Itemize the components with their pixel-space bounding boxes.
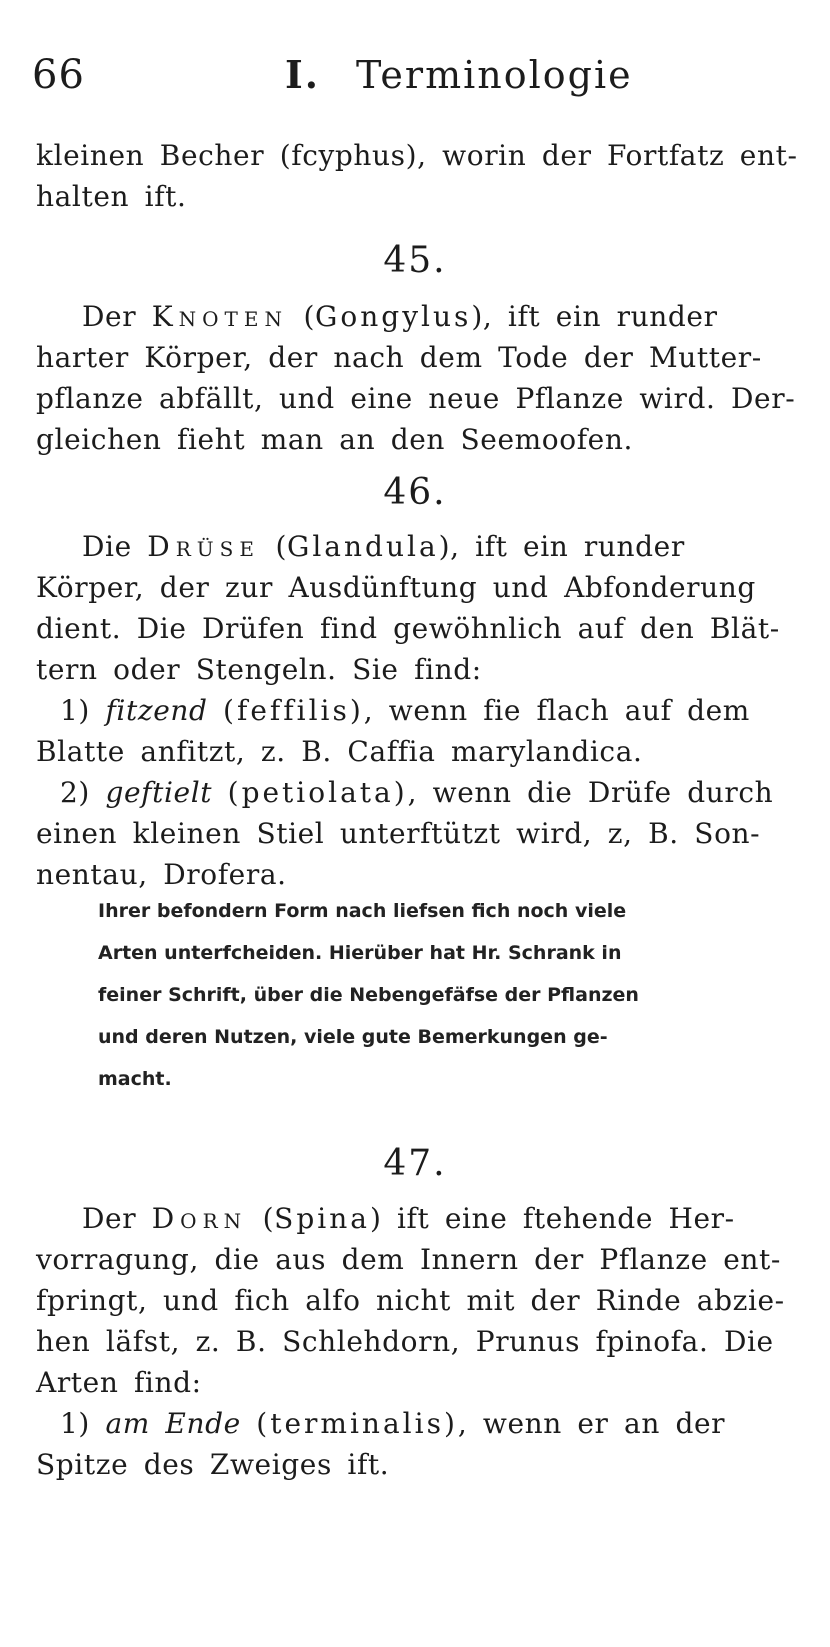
item-number: 1) xyxy=(60,1407,90,1440)
text-line: pflanze abfällt, und eine neue Pflanze wird. Der- xyxy=(36,382,796,415)
term-dorn: Dorn xyxy=(151,1202,248,1235)
text-span: , wenn fie flach auf dem xyxy=(363,694,750,727)
text-line xyxy=(36,1198,806,1239)
text-span: , wenn die Drüfe durch xyxy=(407,776,774,809)
page-number: 66 xyxy=(32,52,85,98)
note-line: und deren Nutzen, viele gute Bemerkungen ge- xyxy=(98,1026,608,1048)
section-number-46: 46. xyxy=(383,472,447,513)
item-number: 2) xyxy=(60,776,90,809)
item-term: fitzend xyxy=(105,694,208,727)
note-line: Ihrer befondern Form nach liefsen fich noch viele xyxy=(98,900,627,922)
text-span: ), ift ein runder xyxy=(438,530,685,563)
text-span: ( xyxy=(287,300,316,333)
text-span: Der xyxy=(82,1202,152,1235)
text-line: Blatte anfitzt, z. B. Caffia marylandica. xyxy=(36,735,643,768)
text-span: ( xyxy=(259,530,287,563)
running-head xyxy=(285,52,633,97)
text-line: Arten find: xyxy=(36,1366,202,1399)
text-line: harter Körper, der nach dem Tode der Mutter- xyxy=(36,341,762,374)
section-46-paragraph xyxy=(36,526,806,895)
text-line: einen kleinen Stiel unterftützt wird, z, B. Son- xyxy=(36,817,761,850)
latin-term: Spina xyxy=(274,1202,370,1235)
text-line: tern oder Stengeln. Sie find: xyxy=(36,653,482,686)
term-druese: Drüse xyxy=(147,530,260,563)
page-header xyxy=(30,52,790,112)
text-line xyxy=(36,296,806,337)
running-title: Terminologie xyxy=(356,53,633,97)
text-span: Die xyxy=(82,530,148,563)
section-roman: I. xyxy=(285,52,321,97)
text-line: Körper, der zur Ausdünftung und Abfonderung xyxy=(36,571,756,604)
note-line: macht. xyxy=(98,1068,172,1090)
latin-term: (petiolata) xyxy=(227,776,408,809)
note-line: Arten unterfcheiden. Hierüber hat Hr. Schrank in xyxy=(98,942,622,964)
section-number-45: 45. xyxy=(383,240,447,281)
list-item-1 xyxy=(36,690,806,731)
latin-term: Gongylus xyxy=(315,300,472,333)
text-line: kleinen Becher (fcyphus), worin der Fortfatz ent- xyxy=(36,139,798,172)
latin-term: (terminalis) xyxy=(256,1407,458,1440)
item-term: geftielt xyxy=(105,776,213,809)
item-number: 1) xyxy=(60,694,90,727)
list-item-1 xyxy=(36,1403,806,1444)
text-line: dient. Die Drüfen find gewöhnlich auf den Blät- xyxy=(36,612,780,645)
item-term: am Ende xyxy=(105,1407,241,1440)
text-span: , wenn er an der xyxy=(457,1407,726,1440)
text-span: ( xyxy=(247,1202,275,1235)
latin-term: (feffilis) xyxy=(223,694,364,727)
text-span: ), ift ein runder xyxy=(471,300,718,333)
text-line: fpringt, und fich alfo nicht mit der Rinde abzie- xyxy=(36,1284,785,1317)
section-number-47: 47. xyxy=(383,1143,447,1184)
text-line: nentau, Drofera. xyxy=(36,858,287,891)
section-47-paragraph xyxy=(36,1198,806,1485)
intro-paragraph xyxy=(36,135,806,217)
footnote-block xyxy=(98,890,718,1100)
text-span: ) ift eine ftehende Her- xyxy=(369,1202,735,1235)
term-knoten: Knoten xyxy=(151,300,288,333)
text-line: vorragung, die aus dem Innern der Pflanze ent- xyxy=(36,1243,781,1276)
text-span: Der xyxy=(82,300,152,333)
list-item-2 xyxy=(36,772,806,813)
latin-term: Glandula xyxy=(286,530,439,563)
section-45-paragraph xyxy=(36,296,806,460)
text-line: halten ift. xyxy=(36,180,187,213)
note-line: feiner Schrift, über die Nebengefäfse der Pflanzen xyxy=(98,984,639,1006)
text-line: hen läfst, z. B. Schlehdorn, Prunus fpinofa. Die xyxy=(36,1325,774,1358)
text-line: gleichen fieht man an den Seemoofen. xyxy=(36,423,633,456)
text-line: Spitze des Zweiges ift. xyxy=(36,1448,390,1481)
text-line xyxy=(36,526,806,567)
